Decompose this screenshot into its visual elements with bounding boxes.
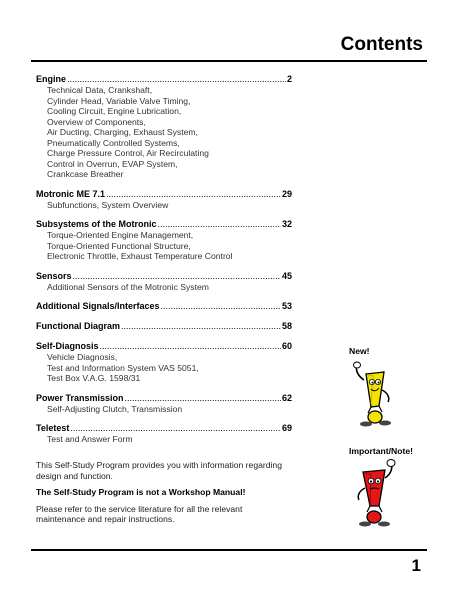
note-warning: The Self-Study Program is not a Workshop Manual! <box>36 487 246 498</box>
note-instruction: Please refer to the service literature for all the relevant maintenance and repair instructions. <box>36 503 243 525</box>
toc-leader-dots <box>70 423 281 434</box>
toc-entry-page: 60 <box>281 341 292 351</box>
toc-entry-title: Self-Diagnosis <box>36 341 99 351</box>
toc-entry-page: 29 <box>281 188 292 199</box>
toc-leader-dots <box>67 74 286 85</box>
toc-entry <box>36 301 292 312</box>
toc-subtopics <box>36 282 292 293</box>
toc-entry-header[interactable] <box>36 74 292 85</box>
page-number: 1 <box>411 556 421 575</box>
toc-entry-title: Teletest <box>36 423 70 433</box>
toc-entry-page: 62 <box>281 392 292 403</box>
toc-entry <box>36 321 292 332</box>
toc-entry-header[interactable] <box>36 189 292 200</box>
toc-subtopic: Air Ducting, Charging, Exhaust System, <box>47 127 198 137</box>
toc-entry-title: Additional Signals/Interfaces <box>36 301 160 311</box>
toc-subtopic: Crankcase Breather <box>47 169 124 179</box>
toc-subtopic: Cylinder Head, Variable Valve Timing, <box>47 95 191 106</box>
toc-subtopic: Torque-Oriented Engine Management, <box>47 230 194 240</box>
toc-entry-header[interactable] <box>36 271 292 282</box>
toc-subtopics <box>36 352 292 384</box>
toc-leader-dots <box>121 321 281 332</box>
toc-subtopics <box>36 434 292 445</box>
toc-entry-page: 69 <box>281 423 292 433</box>
toc-entry <box>36 74 292 180</box>
toc-entry-title: Subsystems of the Motronic <box>36 219 157 229</box>
toc-subtopic: Test and Answer Form <box>47 434 133 444</box>
toc-entry-header[interactable] <box>36 393 292 404</box>
toc-subtopic: Electronic Throttle, Exhaust Temperature Control <box>47 251 233 261</box>
toc-leader-dots <box>125 393 281 404</box>
toc-entry-page: 53 <box>281 301 292 311</box>
page-title: Contents <box>340 34 423 55</box>
toc-entry <box>36 423 292 445</box>
toc-subtopics <box>36 230 292 262</box>
toc-leader-dots <box>161 301 281 312</box>
toc-entry-header[interactable] <box>36 219 292 230</box>
toc-entry-title: Sensors <box>36 270 72 281</box>
toc-leader-dots <box>106 189 281 200</box>
toc-subtopic: Test Box V.A.G. 1598/31 <box>47 373 141 383</box>
toc-entry-title: Motronic ME 7.1 <box>36 188 106 199</box>
toc-entry <box>36 189 292 211</box>
toc-entry <box>36 219 292 262</box>
toc-entry-title: Engine <box>36 74 67 84</box>
toc-subtopic: Self-Adjusting Clutch, Transmission <box>47 403 183 414</box>
toc-subtopic: Vehicle Diagnosis, <box>47 352 118 362</box>
toc-subtopic: Torque-Oriented Functional Structure, <box>47 240 191 251</box>
toc-subtopics <box>36 200 292 211</box>
toc-entry-header[interactable] <box>36 301 292 312</box>
new-exclamation-mascot-icon <box>346 360 406 428</box>
important-note-label: Important/Note! <box>349 446 413 456</box>
toc-leader-dots <box>73 271 281 282</box>
toc-leader-dots <box>100 341 281 352</box>
toc-subtopic: Technical Data, Crankshaft, <box>47 85 153 95</box>
header-divider <box>31 60 427 62</box>
toc-entry-page: 58 <box>281 321 292 331</box>
new-label: New! <box>349 346 370 356</box>
toc-entry-page: 32 <box>281 219 292 229</box>
footer-divider <box>31 549 427 551</box>
toc-subtopic: Pneumatically Controlled Systems, <box>47 137 180 148</box>
note-intro: This Self-Study Program provides you with information regarding design and function. <box>36 460 282 481</box>
toc-entry-header[interactable] <box>36 341 292 352</box>
toc-subtopic: Overview of Components, <box>47 116 146 127</box>
toc-subtopics <box>36 404 292 415</box>
toc-subtopic: Control in Overrun, EVAP System, <box>47 158 178 169</box>
toc-entry <box>36 271 292 293</box>
toc-entry <box>36 393 292 415</box>
important-exclamation-mascot-icon <box>345 458 405 528</box>
toc-entry-header[interactable] <box>36 423 292 434</box>
toc-entry-title: Functional Diagram <box>36 321 121 331</box>
toc-subtopic: Subfunctions, System Overview <box>47 199 169 210</box>
toc-subtopic: Charge Pressure Control, Air Recirculating <box>47 148 209 158</box>
toc-entry-page: 45 <box>281 270 292 281</box>
program-note <box>36 460 286 531</box>
toc-subtopics <box>36 85 292 180</box>
toc-subtopic: Cooling Circuit, Engine Lubrication, <box>47 106 182 116</box>
table-of-contents <box>36 74 292 454</box>
toc-entry-title: Power Transmission <box>36 392 124 403</box>
toc-entry-header[interactable] <box>36 321 292 332</box>
toc-leader-dots <box>158 219 281 230</box>
toc-subtopic: Additional Sensors of the Motronic System <box>47 281 209 292</box>
toc-subtopic: Test and Information System VAS 5051, <box>47 362 199 373</box>
toc-entry <box>36 341 292 384</box>
toc-entry-page: 2 <box>286 74 292 84</box>
